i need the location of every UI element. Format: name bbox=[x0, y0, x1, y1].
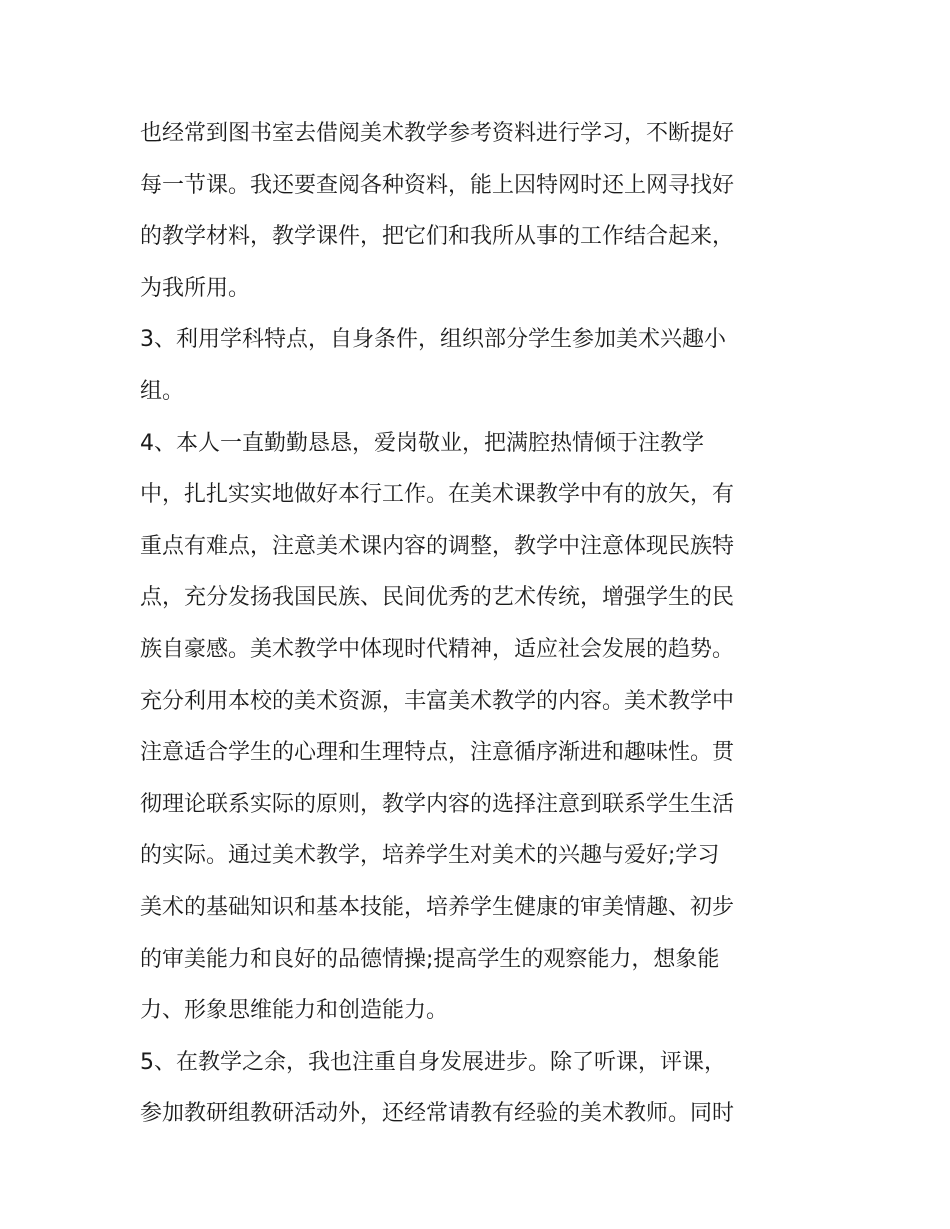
text-line: 3、利用学科特点，自身条件，组织部分学生参加美术兴趣小 bbox=[140, 327, 726, 353]
text-line: 美术的基础知识和基本技能，培养学生健康的审美情趣、初步 bbox=[140, 894, 735, 920]
text-line: 为我所用。 bbox=[140, 275, 251, 301]
text-line: 力、形象思维能力和创造能力。 bbox=[140, 998, 449, 1024]
text-line: 每一节课。我还要查阅各种资料，能上因特网时还上网寻找好 bbox=[140, 172, 735, 198]
text-line: 彻理论联系实际的原则，教学内容的选择注意到联系学生生活 bbox=[140, 791, 735, 817]
text-line: 组。 bbox=[140, 378, 185, 404]
text-line: 注意适合学生的心理和生理特点，注意循序渐进和趣味性。贯 bbox=[140, 740, 735, 766]
text-line: 参加教研组教研活动外，还经常请教有经验的美术教师。同时 bbox=[140, 1101, 735, 1127]
text-line: 的实际。通过美术教学，培养学生对美术的兴趣与爱好;学习 bbox=[140, 843, 720, 869]
text-line: 4、本人一直勤勤恳恳，爱岗敬业，把满腔热情倾于注教学 bbox=[140, 430, 704, 456]
text-line: 充分利用本校的美术资源，丰富美术教学的内容。美术教学中 bbox=[140, 688, 735, 714]
text-line: 的教学材料，教学课件，把它们和我所从事的工作结合起来， bbox=[140, 224, 735, 250]
body-text bbox=[140, 108, 820, 1140]
text-line: 族自豪感。美术教学中体现时代精神，适应社会发展的趋势。 bbox=[140, 636, 735, 662]
text-line: 中，扎扎实实地做好本行工作。在美术课教学中有的放矢，有 bbox=[140, 482, 735, 508]
text-line: 重点有难点，注意美术课内容的调整，教学中注意体现民族特 bbox=[140, 533, 735, 559]
text-line: 也经常到图书室去借阅美术教学参考资料进行学习，不断提好 bbox=[140, 121, 735, 146]
text-line: 5、在教学之余，我也注重自身发展进步。除了听课，评课， bbox=[140, 1049, 726, 1075]
text-line: 点，充分发扬我国民族、民间优秀的艺术传统，增强学生的民 bbox=[140, 585, 735, 611]
text-line: 的审美能力和良好的品德情操;提高学生的观察能力，想象能 bbox=[140, 946, 720, 972]
